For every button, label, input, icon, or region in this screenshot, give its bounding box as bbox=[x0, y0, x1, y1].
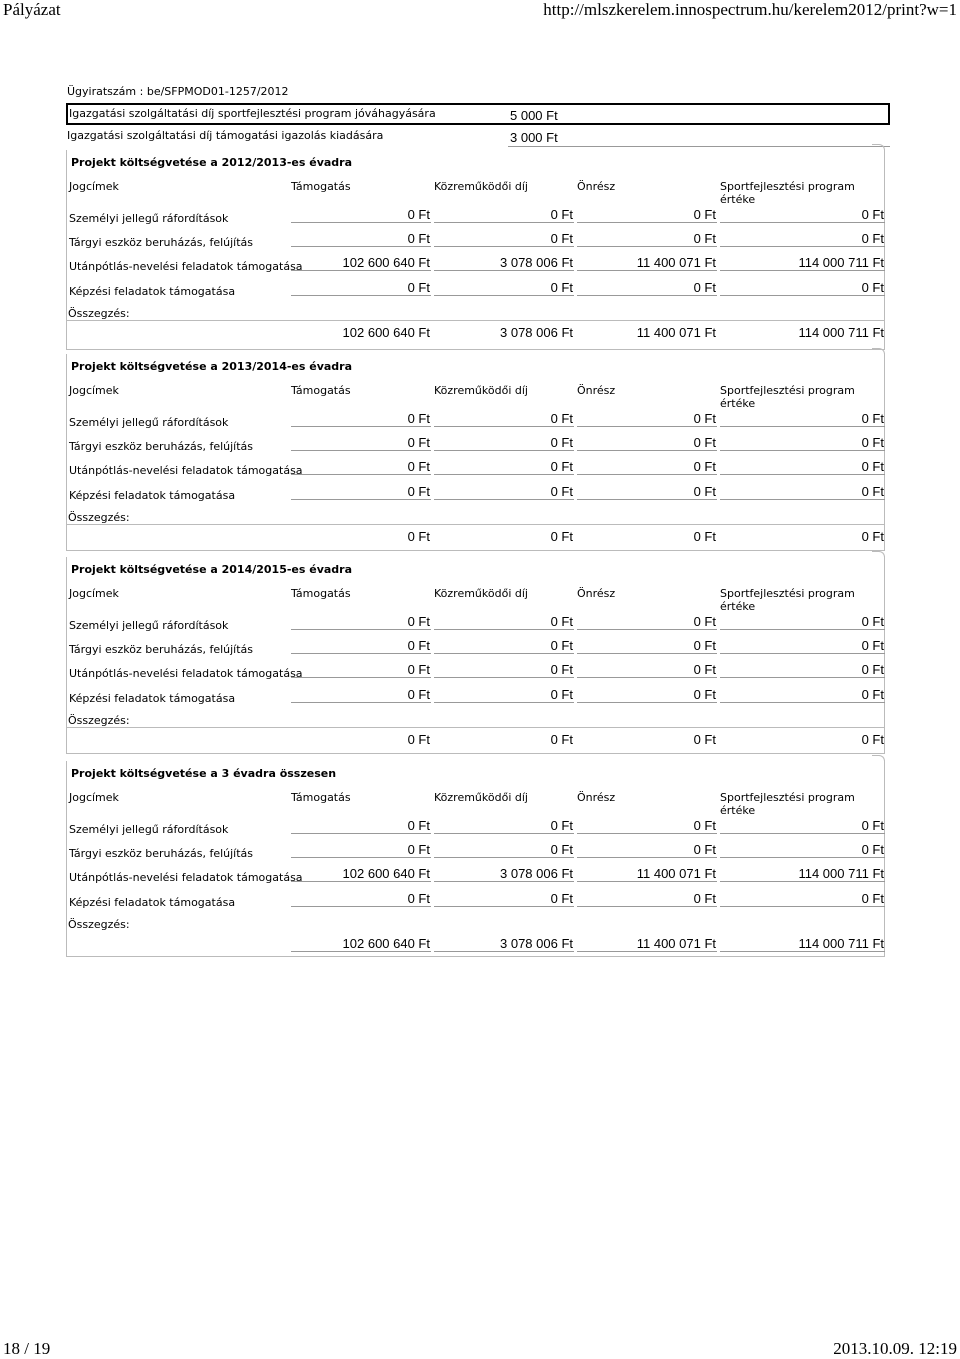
cell-value: 0 Ft bbox=[720, 662, 885, 678]
section-title: Projekt költségvetése a 2013/2014-es évadra bbox=[71, 360, 353, 373]
cell-value: 11 400 071 Ft bbox=[577, 866, 717, 882]
cell-value: 0 Ft bbox=[577, 687, 717, 703]
cell-value: 0 Ft bbox=[291, 842, 431, 858]
cell-value: 3 078 006 Ft bbox=[434, 866, 574, 882]
summary-divider bbox=[67, 524, 884, 525]
budget-section-total bbox=[66, 761, 885, 957]
col-header-legal-title: Jogcímek bbox=[69, 587, 119, 600]
cell-value: 0 Ft bbox=[720, 231, 885, 247]
col-header-program-value: Sportfejlesztési program értéke bbox=[720, 791, 855, 817]
cell-value: 0 Ft bbox=[720, 818, 885, 834]
cell-value: 0 Ft bbox=[577, 842, 717, 858]
cell-value: 0 Ft bbox=[291, 662, 431, 678]
print-page-title: Pályázat bbox=[3, 0, 61, 19]
cell-value: 0 Ft bbox=[291, 231, 431, 247]
cell-value: 0 Ft bbox=[577, 435, 717, 451]
document-number: Ügyiratszám : be/SFPMOD01-1257/2012 bbox=[67, 85, 289, 98]
budget-section-2012-2013 bbox=[66, 150, 885, 350]
row-label-assets: Tárgyi eszköz beruházás, felújítás bbox=[69, 236, 254, 249]
cell-value: 0 Ft bbox=[720, 435, 885, 451]
page-counter: 18 / 19 bbox=[3, 1339, 51, 1358]
cell-value: 0 Ft bbox=[577, 818, 717, 834]
cell-value: 0 Ft bbox=[577, 411, 717, 427]
cell-value: 0 Ft bbox=[720, 207, 885, 223]
row-label-personnel: Személyi jellegű ráfordítások bbox=[69, 212, 229, 225]
cell-value: 0 Ft bbox=[434, 842, 574, 858]
cell-value: 0 Ft bbox=[720, 891, 885, 907]
row-label-youth: Utánpótlás-nevelési feladatok támogatása bbox=[69, 260, 303, 273]
cell-value: 0 Ft bbox=[577, 638, 717, 654]
row-label-personnel: Személyi jellegű ráfordítások bbox=[69, 619, 229, 632]
print-date: 2013.10.09. 12:19 bbox=[833, 1339, 957, 1358]
summary-value: 0 Ft bbox=[407, 732, 430, 747]
row-label-youth: Utánpótlás-nevelési feladatok támogatása bbox=[69, 667, 303, 680]
row-label-assets: Tárgyi eszköz beruházás, felújítás bbox=[69, 440, 254, 453]
cell-value: 0 Ft bbox=[434, 484, 574, 500]
summary-value: 0 Ft bbox=[550, 732, 573, 747]
cell-value: 3 078 006 Ft bbox=[434, 255, 574, 271]
cell-value: 0 Ft bbox=[720, 411, 885, 427]
summary-divider bbox=[67, 320, 884, 321]
cell-value: 0 Ft bbox=[291, 435, 431, 451]
section-title: Projekt költségvetése a 3 évadra összesen bbox=[71, 767, 337, 780]
cell-value: 0 Ft bbox=[720, 687, 885, 703]
fee-approval-label: Igazgatási szolgáltatási díj sportfejlesztési program jóváhagyására bbox=[69, 107, 436, 120]
col-header-legal-title: Jogcímek bbox=[69, 384, 119, 397]
fee-certificate-value: 3 000 Ft bbox=[510, 130, 558, 145]
summary-value: 3 078 006 Ft bbox=[500, 325, 573, 340]
row-label-training: Képzési feladatok támogatása bbox=[69, 489, 236, 502]
cell-value: 0 Ft bbox=[720, 614, 885, 630]
cell-value: 0 Ft bbox=[577, 207, 717, 223]
summary-value: 0 Ft bbox=[693, 529, 716, 544]
row-label-personnel: Személyi jellegű ráfordítások bbox=[69, 823, 229, 836]
col-header-program-value: Sportfejlesztési program értéke bbox=[720, 384, 855, 410]
summary-label: Összegzés: bbox=[68, 511, 130, 524]
cell-value: 0 Ft bbox=[434, 818, 574, 834]
row-label-youth: Utánpótlás-nevelési feladatok támogatása bbox=[69, 871, 303, 884]
section-title: Projekt költségvetése a 2014/2015-es évadra bbox=[71, 563, 353, 576]
cell-value: 0 Ft bbox=[434, 231, 574, 247]
col-header-own-share: Önrész bbox=[577, 587, 616, 600]
cell-value: 0 Ft bbox=[577, 459, 717, 475]
summary-value: 0 Ft bbox=[693, 732, 716, 747]
row-label-personnel: Személyi jellegű ráfordítások bbox=[69, 416, 229, 429]
summary-value: 0 Ft bbox=[861, 732, 884, 747]
cell-value: 0 Ft bbox=[577, 484, 717, 500]
cell-value: 0 Ft bbox=[577, 891, 717, 907]
row-label-assets: Tárgyi eszköz beruházás, felújítás bbox=[69, 643, 254, 656]
print-page-url: http://mlszkerelem.innospectrum.hu/kerelem2012/print?w=1 bbox=[543, 0, 957, 19]
cell-value: 0 Ft bbox=[577, 280, 717, 296]
row-label-assets: Tárgyi eszköz beruházás, felújítás bbox=[69, 847, 254, 860]
cell-value: 0 Ft bbox=[291, 614, 431, 630]
cell-value: 102 600 640 Ft bbox=[291, 255, 431, 271]
cell-value: 0 Ft bbox=[434, 614, 574, 630]
summary-value: 102 600 640 Ft bbox=[291, 936, 431, 952]
cell-value: 0 Ft bbox=[434, 411, 574, 427]
col-header-fee: Közreműködői díj bbox=[434, 384, 528, 397]
cell-value: 0 Ft bbox=[434, 638, 574, 654]
summary-value: 11 400 071 Ft bbox=[636, 325, 716, 340]
cell-value: 0 Ft bbox=[434, 891, 574, 907]
cell-value: 0 Ft bbox=[291, 891, 431, 907]
budget-section-2014-2015 bbox=[66, 557, 885, 754]
summary-label: Összegzés: bbox=[68, 307, 130, 320]
col-header-legal-title: Jogcímek bbox=[69, 180, 119, 193]
cell-value: 114 000 711 Ft bbox=[720, 255, 885, 271]
fee-approval-value: 5 000 Ft bbox=[510, 108, 558, 123]
cell-value: 0 Ft bbox=[577, 231, 717, 247]
col-header-support: Támogatás bbox=[291, 180, 351, 193]
col-header-own-share: Önrész bbox=[577, 791, 616, 804]
cell-value: 102 600 640 Ft bbox=[291, 866, 431, 882]
col-header-legal-title: Jogcímek bbox=[69, 791, 119, 804]
cell-value: 0 Ft bbox=[720, 484, 885, 500]
col-header-support: Támogatás bbox=[291, 791, 351, 804]
col-header-support: Támogatás bbox=[291, 587, 351, 600]
cell-value: 0 Ft bbox=[291, 207, 431, 223]
summary-value: 0 Ft bbox=[550, 529, 573, 544]
cell-value: 0 Ft bbox=[720, 459, 885, 475]
cell-value: 0 Ft bbox=[434, 207, 574, 223]
cell-value: 0 Ft bbox=[434, 459, 574, 475]
cell-value: 0 Ft bbox=[720, 638, 885, 654]
cell-value: 0 Ft bbox=[434, 280, 574, 296]
cell-value: 0 Ft bbox=[291, 459, 431, 475]
fee-certificate-label: Igazgatási szolgáltatási díj támogatási igazolás kiadására bbox=[67, 129, 384, 142]
summary-value: 114 000 711 Ft bbox=[798, 325, 884, 340]
summary-label: Összegzés: bbox=[68, 714, 130, 727]
cell-value: 0 Ft bbox=[577, 614, 717, 630]
cell-value: 0 Ft bbox=[291, 411, 431, 427]
cell-value: 0 Ft bbox=[291, 818, 431, 834]
row-label-training: Képzési feladatok támogatása bbox=[69, 896, 236, 909]
row-label-training: Képzési feladatok támogatása bbox=[69, 692, 236, 705]
col-header-support: Támogatás bbox=[291, 384, 351, 397]
summary-value: 11 400 071 Ft bbox=[577, 936, 717, 952]
summary-value: 0 Ft bbox=[861, 529, 884, 544]
summary-value: 3 078 006 Ft bbox=[434, 936, 574, 952]
cell-value: 0 Ft bbox=[434, 662, 574, 678]
cell-value: 0 Ft bbox=[291, 280, 431, 296]
cell-value: 0 Ft bbox=[577, 662, 717, 678]
summary-value: 114 000 711 Ft bbox=[720, 936, 885, 952]
cell-value: 0 Ft bbox=[720, 280, 885, 296]
summary-value: 0 Ft bbox=[407, 529, 430, 544]
cell-value: 114 000 711 Ft bbox=[720, 866, 885, 882]
col-header-fee: Közreműködői díj bbox=[434, 791, 528, 804]
row-label-training: Képzési feladatok támogatása bbox=[69, 285, 236, 298]
col-header-fee: Közreműködői díj bbox=[434, 587, 528, 600]
summary-value: 102 600 640 Ft bbox=[342, 325, 430, 340]
cell-value: 0 Ft bbox=[291, 484, 431, 500]
fee-underline bbox=[508, 146, 890, 147]
cell-value: 0 Ft bbox=[291, 687, 431, 703]
cell-value: 0 Ft bbox=[720, 842, 885, 858]
cell-value: 11 400 071 Ft bbox=[577, 255, 717, 271]
row-label-youth: Utánpótlás-nevelési feladatok támogatása bbox=[69, 464, 303, 477]
summary-divider bbox=[67, 727, 884, 728]
summary-label: Összegzés: bbox=[68, 918, 130, 931]
col-header-program-value: Sportfejlesztési program értéke bbox=[720, 180, 855, 206]
col-header-own-share: Önrész bbox=[577, 180, 616, 193]
budget-section-2013-2014 bbox=[66, 354, 885, 551]
cell-value: 0 Ft bbox=[291, 638, 431, 654]
cell-value: 0 Ft bbox=[434, 435, 574, 451]
col-header-fee: Közreműködői díj bbox=[434, 180, 528, 193]
col-header-program-value: Sportfejlesztési program értéke bbox=[720, 587, 855, 613]
cell-value: 0 Ft bbox=[434, 687, 574, 703]
col-header-own-share: Önrész bbox=[577, 384, 616, 397]
section-title: Projekt költségvetése a 2012/2013-es évadra bbox=[71, 156, 353, 169]
